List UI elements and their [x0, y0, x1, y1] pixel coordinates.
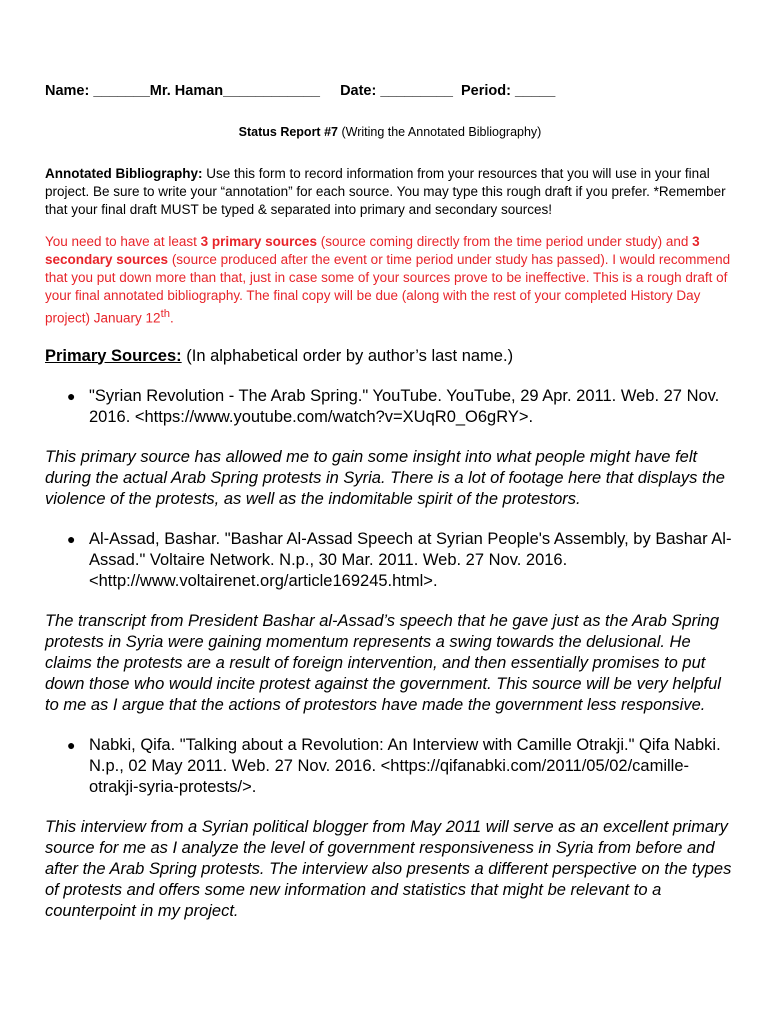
period-value: _____ [510, 83, 556, 99]
status-title: Status Report #7 [238, 125, 338, 139]
primary-sources-heading [45, 346, 735, 367]
citation-text: Al-Assad, Bashar. "Bashar Al-Assad Speech at Syrian People's Assembly, by Bashar Al-Assad." Voltaire Network. N.p., 30 Mar. 2011. Web. 27 Nov. 2016. <http://www.voltairenet.org/article169245.html>. [89, 529, 732, 590]
citation-text: Nabki, Qifa. "Talking about a Revolution: An Interview with Camille Otrakji." Qifa Nabki. N.p., 02 May 2011. Web. 27 Nov. 2016. <https://qifanabki.com/2011/05/02/camille-otrakji-syria-protests/>. [89, 735, 721, 796]
citation-entry [45, 386, 735, 428]
status-report-heading [45, 124, 735, 140]
bullet-icon: ● [67, 387, 76, 404]
notice-text-2: (source coming directly from the time period under study) and [316, 234, 693, 249]
date-label: Date: [340, 83, 377, 99]
name-label: Name: [45, 83, 90, 99]
citation-entry [45, 735, 735, 798]
citation-entry [45, 529, 735, 592]
document-page [45, 82, 735, 922]
annotation-text: This primary source has allowed me to gain some insight into what people might have felt during the actual Arab Spring protests in Syria. There is a lot of footage here that displays the violence of the protests, as well as the indomitable spirit of the protestors. [45, 447, 725, 508]
citation-text: "Syrian Revolution - The Arab Spring." YouTube. YouTube, 29 Apr. 2011. Web. 27 Nov. 2016. <https://www.youtube.com/watch?v=XUqR0_O6gRY>. [89, 386, 720, 426]
period-label: Period: [461, 83, 511, 99]
notice-text-1: You need to have at least [45, 234, 201, 249]
notice-text-3: (source produced after the event or time period under study has passed). I would recommend that you put down more than that, just in case some of your sources prove to be ineffective. This is a rough draft of your final annotated bibliography. The final copy will be due (along with the rest of your completed History Day project) January 12 [45, 252, 731, 326]
name-value: _______Mr. Haman____________ [89, 83, 320, 99]
date-value: _________ [376, 83, 453, 99]
primary-sources-subtitle: (In alphabetical order by author’s last name.) [181, 346, 514, 365]
primary-sources-title: Primary Sources: [45, 346, 182, 365]
notice-superscript: th [160, 308, 170, 320]
annotation-text: The transcript from President Bashar al-Assad’s speech that he gave just as the Arab Spring protests in Syria were gaining momentum represents a swing towards the delusional. He claims the protests are a result of foreign intervention, and then essentially promises to put down those who would incite protest against the government. This source will be very helpful to me as I argue that the actions of protestors have made the government less responsive. [45, 611, 721, 714]
notice-primary-count: 3 primary sources [200, 234, 317, 249]
intro-text: Use this form to record information from your resources that you will use in your final project. Be sure to write your “annotation” for each source. You may type this rough draft if you prefer. *Remember that your final draft MUST be typed & separated into primary and secondary sources! [45, 166, 726, 217]
header-line [45, 82, 735, 100]
bullet-icon: ● [67, 530, 76, 547]
status-subtitle: (Writing the Annotated Bibliography) [337, 125, 542, 139]
notice-secondary-count: 3 secondary sources [45, 234, 700, 267]
intro-label: Annotated Bibliography: [45, 166, 203, 181]
bullet-icon: ● [67, 736, 76, 753]
annotation-text: This interview from a Syrian political blogger from May 2011 will serve as an excellent primary source for me as I analyze the level of government responsiveness in Syria from before and after the Arab Spring protests. The interview also presents a different perspective on the types of protests and offers some new information and statistics that might be relevant to a counterpoint in my project. [45, 817, 732, 920]
notice-end: . [169, 310, 174, 326]
source-requirement-notice [45, 233, 735, 328]
intro-paragraph [45, 165, 735, 219]
